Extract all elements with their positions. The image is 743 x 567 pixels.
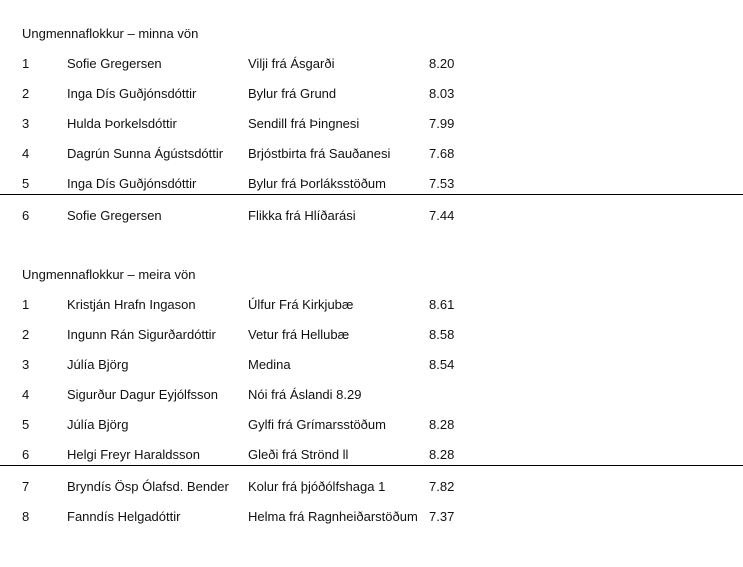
table-row — [0, 54, 743, 84]
horse-cell: Brjóstbirta frá Sauðanesi — [248, 146, 391, 161]
score-cell: 8.03 — [429, 86, 455, 101]
rider-cell: Inga Dís Guðjónsdóttir — [67, 86, 197, 101]
table-row — [0, 114, 743, 144]
score-cell: 7.37 — [429, 509, 455, 524]
horse-cell: Bylur frá Þorláksstöðum — [248, 176, 386, 191]
results-table — [0, 295, 743, 537]
horse-cell: Bylur frá Grund — [248, 86, 337, 101]
rank-cell: 2 — [22, 327, 30, 342]
rider-cell: Sigurður Dagur Eyjólfsson — [67, 387, 219, 402]
rank-cell: 5 — [22, 176, 30, 191]
horse-cell: Vetur frá Hellubæ — [248, 327, 350, 342]
qualification-divider — [0, 194, 743, 195]
horse-cell: Sendill frá Þingnesi — [248, 116, 360, 131]
rank-cell: 6 — [22, 208, 30, 223]
section-title: Ungmennaflokkur – minna vön — [22, 26, 199, 41]
table-row — [0, 206, 743, 236]
rider-cell: Ingunn Rán Sigurðardóttir — [67, 327, 216, 342]
horse-cell: Flikka frá Hlíðarási — [248, 208, 356, 223]
rider-cell: Hulda Þorkelsdóttir — [67, 116, 177, 131]
table-row — [0, 385, 743, 415]
table-row — [0, 144, 743, 174]
score-cell: 7.53 — [429, 176, 455, 191]
rider-cell: Kristján Hrafn Ingason — [67, 297, 196, 312]
rank-cell: 1 — [22, 56, 30, 71]
table-row — [0, 84, 743, 114]
score-cell: 8.58 — [429, 327, 455, 342]
rank-cell: 7 — [22, 479, 30, 494]
horse-cell: Gleði frá Strönd ll — [248, 447, 349, 462]
score-cell: 7.68 — [429, 146, 455, 161]
rider-cell: Helgi Freyr Haraldsson — [67, 447, 200, 462]
table-row — [0, 355, 743, 385]
results-table — [0, 54, 743, 236]
rider-cell: Júlía Björg — [67, 357, 129, 372]
rider-cell: Sofie Gregersen — [67, 208, 162, 223]
rank-cell: 4 — [22, 146, 30, 161]
rider-cell: Sofie Gregersen — [67, 56, 162, 71]
rider-cell: Fanndís Helgadóttir — [67, 509, 181, 524]
rider-cell: Júlía Björg — [67, 417, 129, 432]
score-cell: 7.44 — [429, 208, 455, 223]
score-cell: 7.82 — [429, 479, 455, 494]
score-cell: 7.99 — [429, 116, 455, 131]
table-row — [0, 174, 743, 204]
table-row — [0, 295, 743, 325]
table-row — [0, 477, 743, 507]
rider-cell: Bryndís Ösp Ólafsd. Bender — [67, 479, 229, 494]
horse-cell: Úlfur Frá Kirkjubæ — [248, 297, 354, 312]
horse-cell: Helma frá Ragnheiðarstöðum — [248, 509, 418, 524]
score-cell: 8.54 — [429, 357, 455, 372]
rank-cell: 6 — [22, 447, 30, 462]
rank-cell: 5 — [22, 417, 30, 432]
table-row — [0, 445, 743, 475]
table-row — [0, 415, 743, 445]
qualification-divider — [0, 465, 743, 466]
section-title: Ungmennaflokkur – meira vön — [22, 267, 196, 282]
horse-cell: Gylfi frá Grímarsstöðum — [248, 417, 386, 432]
horse-cell: Kolur frá þjóðólfshaga 1 — [248, 479, 386, 494]
score-cell: 8.28 — [429, 447, 455, 462]
rank-cell: 3 — [22, 357, 30, 372]
score-cell: 8.61 — [429, 297, 455, 312]
rank-cell: 1 — [22, 297, 30, 312]
score-cell: 8.20 — [429, 56, 455, 71]
horse-cell: Nói frá Áslandi 8.29 — [248, 387, 362, 402]
rider-cell: Dagrún Sunna Ágústsdóttir — [67, 146, 224, 161]
score-cell: 8.28 — [429, 417, 455, 432]
rank-cell: 4 — [22, 387, 30, 402]
rank-cell: 2 — [22, 86, 30, 101]
horse-cell: Medina — [248, 357, 291, 372]
rank-cell: 8 — [22, 509, 30, 524]
rider-cell: Inga Dís Guðjónsdóttir — [67, 176, 197, 191]
horse-cell: Vilji frá Ásgarði — [248, 56, 335, 71]
rank-cell: 3 — [22, 116, 30, 131]
table-row — [0, 325, 743, 355]
table-row — [0, 507, 743, 537]
